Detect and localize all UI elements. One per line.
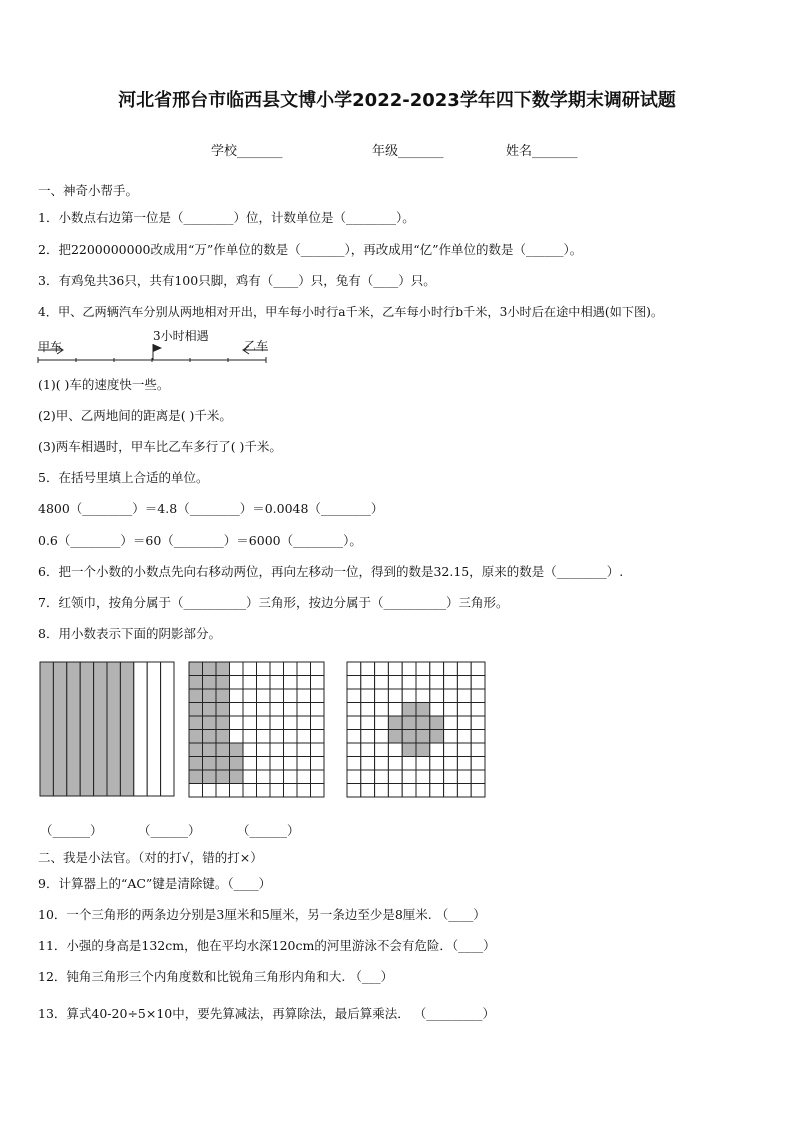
blank-cell: [311, 703, 325, 717]
blank-cell: [297, 703, 311, 717]
blank-cell: [347, 662, 361, 676]
blank-cell: [444, 743, 458, 757]
blank-cell: [243, 716, 257, 730]
blank-cell: [311, 662, 325, 676]
blank-cell: [284, 689, 298, 703]
blank-cell: [388, 689, 402, 703]
question-2: 2．把2200000000改成用“万”作单位的数是（_______），再改成用“亿”作单位的数是（______）。: [38, 242, 583, 257]
blank-cell: [297, 784, 311, 798]
blank-cell: [416, 662, 430, 676]
blank-cell: [430, 743, 444, 757]
shaded-strip: [80, 662, 93, 796]
shaded-cell: [203, 676, 217, 690]
blank-cell: [457, 703, 471, 717]
blank-cell: [444, 784, 458, 798]
blank-cell: [297, 689, 311, 703]
shaded-cell: [416, 730, 430, 744]
blank-cell: [388, 743, 402, 757]
blank-cell: [347, 730, 361, 744]
blank-cell: [189, 784, 203, 798]
question-6: 6．把一个小数的小数点先向右移动两位，再向左移动一位，得到的数是32.15，原来的数是（________）.: [38, 564, 624, 579]
road-line-icon: [36, 340, 272, 366]
blank-cell: [347, 743, 361, 757]
blank-cell: [243, 703, 257, 717]
shaded-cell: [402, 716, 416, 730]
blank-cell: [230, 730, 244, 744]
blank-cell: [361, 676, 375, 690]
blank-strip: [147, 662, 160, 796]
blank-cell: [243, 662, 257, 676]
blank-cell: [270, 730, 284, 744]
question-3: 3．有鸡兔共36只，共有100只脚，鸡有（____）只，兔有（____）只。: [38, 273, 436, 288]
blank-cell: [375, 757, 389, 771]
blank-cell: [444, 716, 458, 730]
blank-cell: [402, 662, 416, 676]
blank-cell: [457, 784, 471, 798]
blank-cell: [457, 757, 471, 771]
blank-cell: [284, 716, 298, 730]
blank-cell: [444, 676, 458, 690]
blank-cell: [347, 784, 361, 798]
blank-cell: [375, 730, 389, 744]
shaded-cell: [216, 757, 230, 771]
blank-cell: [471, 703, 485, 717]
blank-cell: [230, 676, 244, 690]
blank-cell: [444, 730, 458, 744]
blank-cell: [311, 730, 325, 744]
shaded-cell: [216, 703, 230, 717]
blank-cell: [270, 716, 284, 730]
shaded-strip: [40, 662, 53, 796]
blank-cell: [402, 689, 416, 703]
blank-cell: [388, 676, 402, 690]
blank-cell: [430, 770, 444, 784]
blank-cell: [444, 689, 458, 703]
question-9: 9．计算器上的“AC”键是清除键。（____）: [38, 876, 272, 891]
blank-cell: [361, 784, 375, 798]
hundred-grid-cross: [346, 661, 486, 798]
strip-grid: [39, 661, 175, 797]
blank-cell: [471, 757, 485, 771]
blank-cell: [361, 703, 375, 717]
blank-cell: [284, 743, 298, 757]
shaded-cell: [189, 662, 203, 676]
shaded-strip: [120, 662, 133, 796]
question-8: 8．用小数表示下面的阴影部分。: [38, 626, 221, 641]
blank-cell: [257, 676, 271, 690]
blank-cell: [471, 662, 485, 676]
blank-cell: [297, 676, 311, 690]
blank-cell: [230, 703, 244, 717]
blank-cell: [375, 662, 389, 676]
shaded-cell: [402, 703, 416, 717]
shaded-cell: [230, 770, 244, 784]
blank-cell: [284, 757, 298, 771]
blank-cell: [243, 784, 257, 798]
name-field: 姓名_______: [506, 144, 578, 159]
shaded-cell: [416, 703, 430, 717]
blank-cell: [257, 757, 271, 771]
section-2-heading: 二、我是小法官。（对的打√，错的打×）: [38, 850, 263, 865]
blank-cell: [297, 743, 311, 757]
blank-cell: [457, 743, 471, 757]
blank-cell: [270, 757, 284, 771]
blank-cell: [347, 770, 361, 784]
question-4-1: (1)( )车的速度快一些。: [38, 377, 170, 392]
blank-cell: [284, 730, 298, 744]
shaded-cell: [230, 757, 244, 771]
blank-cell: [270, 689, 284, 703]
shaded-cell: [203, 689, 217, 703]
blank-cell: [471, 784, 485, 798]
shaded-cell: [430, 730, 444, 744]
blank-cell: [471, 676, 485, 690]
shaded-cell: [216, 662, 230, 676]
shaded-cell: [203, 730, 217, 744]
shaded-cell: [430, 716, 444, 730]
blank-cell: [402, 757, 416, 771]
shaded-cell: [416, 743, 430, 757]
shaded-cell: [216, 770, 230, 784]
blank-cell: [270, 743, 284, 757]
blank-cell: [230, 662, 244, 676]
question-1: 1．小数点右边第一位是（________）位，计数单位是（________）。: [38, 210, 415, 225]
blank-cell: [457, 676, 471, 690]
blank-cell: [471, 730, 485, 744]
shaded-cell: [216, 689, 230, 703]
question-4: 4．甲、乙两辆汽车分别从两地相对开出，甲车每小时行a千米，乙车每小时行b千米，3小时后在途中相遇(如下图)。: [38, 305, 664, 319]
shaded-strip: [107, 662, 120, 796]
blank-cell: [347, 689, 361, 703]
hundred-grid-l-shape: [188, 661, 325, 798]
answer-blank-3: （______）: [237, 823, 300, 838]
blank-cell: [430, 784, 444, 798]
blank-cell: [347, 716, 361, 730]
blank-cell: [388, 784, 402, 798]
blank-cell: [270, 703, 284, 717]
blank-cell: [402, 770, 416, 784]
blank-cell: [257, 784, 271, 798]
shaded-cell: [203, 743, 217, 757]
blank-cell: [361, 730, 375, 744]
answer-blank-1: （______）: [40, 823, 103, 838]
question-4-3: (3)两车相遇时，甲车比乙车多行了( )千米。: [38, 439, 282, 454]
blank-cell: [284, 770, 298, 784]
blank-cell: [243, 730, 257, 744]
blank-cell: [471, 743, 485, 757]
blank-cell: [347, 703, 361, 717]
shaded-cell: [189, 689, 203, 703]
blank-cell: [457, 662, 471, 676]
question-10: 10．一个三角形的两条边分别是3厘米和5厘米，另一条边至少是8厘米. （____）: [38, 907, 486, 922]
blank-cell: [257, 716, 271, 730]
blank-strip: [134, 662, 147, 796]
blank-cell: [230, 689, 244, 703]
shaded-cell: [388, 730, 402, 744]
blank-cell: [270, 784, 284, 798]
question-11: 11．小强的身高是132cm，他在平均水深120cm的河里游泳不会有危险．（____）: [38, 938, 496, 953]
grade-field: 年级_______: [372, 144, 444, 159]
blank-cell: [284, 676, 298, 690]
question-4-2: (2)甲、乙两地间的距离是( )千米。: [38, 408, 232, 423]
blank-cell: [257, 703, 271, 717]
blank-cell: [297, 770, 311, 784]
car-b-label: 乙车: [244, 339, 269, 353]
blank-cell: [388, 662, 402, 676]
blank-cell: [361, 716, 375, 730]
blank-cell: [471, 716, 485, 730]
blank-cell: [347, 676, 361, 690]
answer-blank-2: （______）: [138, 823, 201, 838]
blank-cell: [388, 703, 402, 717]
school-field: 学校_______: [211, 144, 283, 159]
blank-cell: [284, 703, 298, 717]
blank-cell: [297, 716, 311, 730]
blank-cell: [457, 716, 471, 730]
shaded-cell: [203, 770, 217, 784]
shaded-cell: [216, 676, 230, 690]
shaded-cell: [189, 770, 203, 784]
shaded-cell: [416, 716, 430, 730]
shaded-cell: [230, 743, 244, 757]
shaded-cell: [216, 743, 230, 757]
blank-cell: [230, 784, 244, 798]
blank-cell: [361, 662, 375, 676]
blank-cell: [471, 770, 485, 784]
shaded-cell: [203, 662, 217, 676]
blank-cell: [375, 716, 389, 730]
blank-cell: [297, 730, 311, 744]
blank-cell: [347, 757, 361, 771]
blank-cell: [361, 757, 375, 771]
blank-cell: [375, 676, 389, 690]
blank-cell: [230, 716, 244, 730]
question-5: 5．在括号里填上合适的单位。: [38, 470, 209, 485]
blank-cell: [361, 743, 375, 757]
question-5-row-b: 0.6（________）＝60（________）＝6000（________）。: [38, 533, 362, 548]
shaded-cell: [189, 676, 203, 690]
blank-cell: [375, 770, 389, 784]
blank-cell: [402, 676, 416, 690]
blank-cell: [311, 757, 325, 771]
blank-cell: [216, 784, 230, 798]
blank-cell: [257, 770, 271, 784]
shaded-cell: [203, 703, 217, 717]
blank-cell: [388, 757, 402, 771]
blank-cell: [444, 770, 458, 784]
blank-cell: [471, 689, 485, 703]
blank-cell: [361, 689, 375, 703]
shaded-cell: [388, 716, 402, 730]
blank-cell: [284, 784, 298, 798]
blank-cell: [416, 757, 430, 771]
page-title: 河北省邢台市临西县文博小学2022-2023学年四下数学期末调研试题: [118, 90, 676, 111]
shaded-strip: [67, 662, 80, 796]
car-a-label: 甲车: [38, 340, 63, 354]
blank-cell: [243, 770, 257, 784]
blank-cell: [257, 662, 271, 676]
blank-cell: [297, 757, 311, 771]
shaded-cell: [189, 730, 203, 744]
blank-cell: [430, 689, 444, 703]
shaded-cell: [216, 716, 230, 730]
blank-cell: [270, 662, 284, 676]
blank-cell: [430, 703, 444, 717]
blank-cell: [444, 757, 458, 771]
blank-cell: [375, 784, 389, 798]
shaded-cell: [203, 716, 217, 730]
meeting-flag-label: 3小时相遇: [153, 329, 209, 343]
section-1-heading: 一、神奇小帮手。: [38, 183, 139, 198]
shaded-cell: [402, 730, 416, 744]
blank-cell: [402, 784, 416, 798]
blank-cell: [284, 662, 298, 676]
blank-cell: [416, 784, 430, 798]
shaded-cell: [189, 703, 203, 717]
shaded-cell: [189, 716, 203, 730]
blank-cell: [388, 770, 402, 784]
blank-cell: [430, 662, 444, 676]
blank-cell: [457, 770, 471, 784]
blank-cell: [270, 770, 284, 784]
blank-cell: [444, 662, 458, 676]
blank-cell: [416, 676, 430, 690]
blank-strip: [161, 662, 174, 796]
blank-cell: [243, 676, 257, 690]
blank-cell: [416, 689, 430, 703]
blank-cell: [457, 689, 471, 703]
question-12: 12．钝角三角形三个内角度数和比锐角三角形内角和大. （___）: [38, 969, 394, 984]
shaded-cell: [203, 757, 217, 771]
question-7: 7．红领巾，按角分属于（__________）三角形，按边分属于（__________）三角形。: [38, 595, 509, 610]
blank-cell: [457, 730, 471, 744]
blank-cell: [311, 689, 325, 703]
blank-cell: [375, 703, 389, 717]
blank-cell: [361, 770, 375, 784]
blank-cell: [243, 743, 257, 757]
blank-cell: [203, 784, 217, 798]
blank-cell: [311, 676, 325, 690]
blank-cell: [257, 730, 271, 744]
shaded-cell: [189, 743, 203, 757]
shaded-strip: [94, 662, 107, 796]
blank-cell: [444, 703, 458, 717]
blank-cell: [430, 676, 444, 690]
shaded-cell: [216, 730, 230, 744]
blank-cell: [311, 743, 325, 757]
question-5-row-a: 4800（________）＝4.8（________）＝0.0048（________）: [38, 501, 384, 516]
blank-cell: [430, 757, 444, 771]
blank-cell: [243, 757, 257, 771]
shaded-cell: [189, 757, 203, 771]
blank-cell: [257, 743, 271, 757]
blank-cell: [311, 770, 325, 784]
blank-cell: [311, 784, 325, 798]
blank-cell: [257, 689, 271, 703]
question-13: 13．算式40-20÷5×10中，要先算减法，再算除法，最后算乘法． （_________）: [38, 1006, 495, 1021]
blank-cell: [270, 676, 284, 690]
blank-cell: [243, 689, 257, 703]
blank-cell: [375, 689, 389, 703]
blank-cell: [416, 770, 430, 784]
blank-cell: [311, 716, 325, 730]
shaded-strip: [53, 662, 66, 796]
blank-cell: [375, 743, 389, 757]
blank-cell: [297, 662, 311, 676]
shaded-cell: [402, 743, 416, 757]
